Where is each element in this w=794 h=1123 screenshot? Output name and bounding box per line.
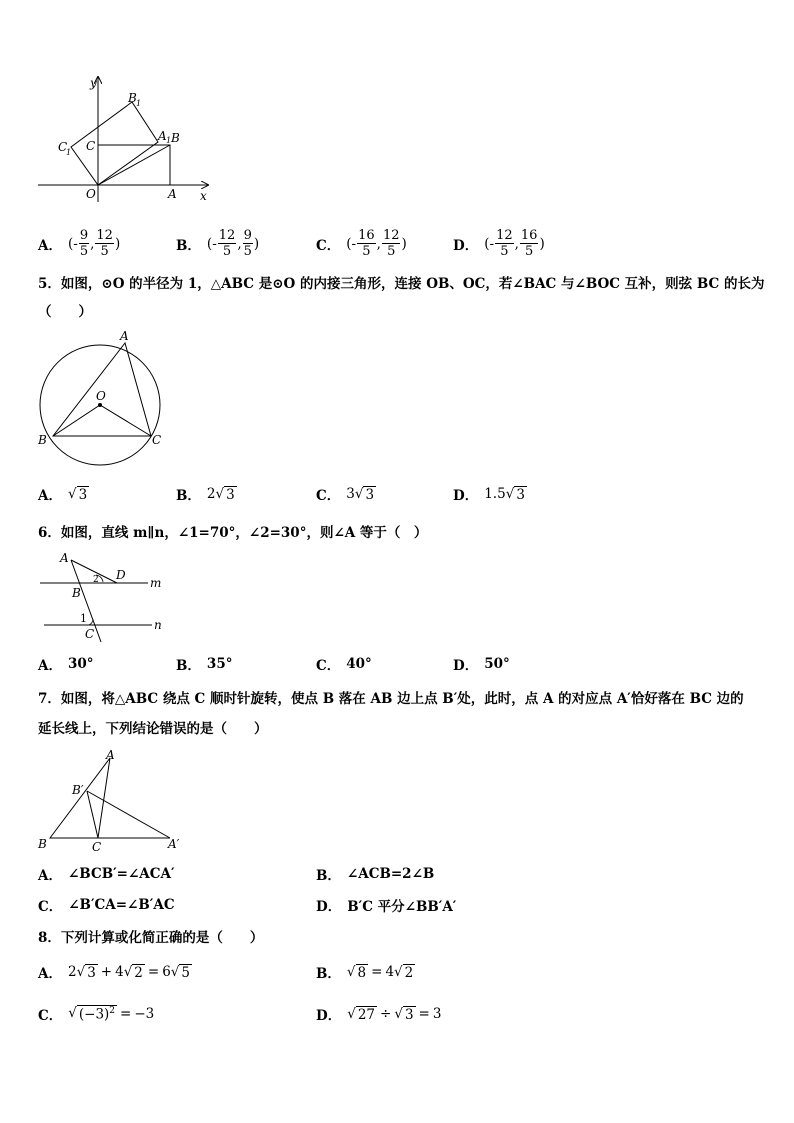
q8-option-b[interactable] <box>316 962 415 982</box>
option-letter: D． <box>316 1008 342 1024</box>
option-value: ∠BCB′=∠ACA′ <box>67 866 175 882</box>
paren-close: ) <box>253 235 260 252</box>
numerator: 16 <box>358 228 375 243</box>
radicand-base: (−3) <box>78 1006 110 1023</box>
line-n-label: n <box>154 618 162 632</box>
fraction <box>243 228 253 259</box>
point-b1-label: B <box>128 91 137 105</box>
separator: , <box>90 235 95 252</box>
angle-1-label: 1 <box>80 612 87 625</box>
option-letter: D． <box>453 488 479 504</box>
sqrt-icon: √ $(-3)^2$ <box>68 1005 116 1023</box>
separator: , <box>237 235 242 252</box>
q6-parallel-lines-figure <box>30 545 180 645</box>
angle-2-label: 2 <box>93 575 99 585</box>
point-a-label: A <box>106 748 115 762</box>
coefficient: 3 <box>346 486 355 502</box>
option-letter: D． <box>453 658 479 674</box>
radicand: 5 <box>181 964 190 981</box>
radicand: 8 <box>357 964 367 981</box>
option-letter: C． <box>38 899 63 915</box>
q6-question-text: 6．如图，直线 m∥n，∠1=70°，∠2=30°，则∠A 等于（ ） <box>38 525 428 541</box>
x-axis-label: x <box>200 189 207 203</box>
equals: = <box>418 1006 430 1022</box>
option-letter: A． <box>38 488 62 504</box>
paren-close: ) <box>539 235 545 252</box>
point-b-label: B <box>38 433 47 447</box>
option-letter: B． <box>176 237 201 254</box>
option-value: ∠ACB=2∠B <box>346 866 435 882</box>
equals: = <box>371 964 383 980</box>
q6-option-d[interactable] <box>453 654 510 674</box>
option-letter: C． <box>38 1008 63 1024</box>
numerator: 12 <box>218 228 236 243</box>
point-a-label: A <box>168 187 177 201</box>
exponent: 2 <box>109 1006 116 1017</box>
radicand: 27 <box>357 1006 376 1023</box>
q4-option-c[interactable] <box>316 228 407 259</box>
coefficient: 1.5 <box>484 486 506 502</box>
point-d-label: D <box>116 568 126 582</box>
origin-label: O <box>86 187 96 201</box>
sqrt-icon: √ 3 <box>76 963 96 981</box>
option-value: 30° <box>67 656 94 672</box>
option-letter: B． <box>176 658 201 674</box>
operator: + <box>100 964 113 980</box>
center-o-label: O <box>96 389 106 403</box>
y-axis-label: y <box>90 76 97 90</box>
radicand: 3 <box>516 486 525 503</box>
sqrt-icon: √ 8 <box>346 963 367 981</box>
q5-option-c[interactable] <box>316 484 376 504</box>
q5-option-a[interactable] <box>38 484 89 504</box>
point-c-label: C <box>86 139 96 153</box>
sqrt-icon: √ 2 <box>394 963 414 981</box>
q8-option-c[interactable] <box>38 1004 154 1024</box>
point-c1-subscript: 1 <box>66 148 72 157</box>
denominator: 5 <box>525 244 534 259</box>
denominator: 5 <box>387 244 396 259</box>
operator: ÷ <box>380 1006 392 1022</box>
q8-option-a[interactable] <box>38 962 192 982</box>
sqrt-icon: √ 3 <box>505 485 525 503</box>
fraction <box>382 228 401 259</box>
sqrt-icon: √ 3 <box>215 485 235 503</box>
fraction <box>218 228 237 259</box>
option-value: 50° <box>484 656 510 672</box>
coefficient: 2 <box>67 964 77 980</box>
line-m-label: m <box>150 576 162 590</box>
point-a-prime-label: A′ <box>168 837 180 851</box>
separator: , <box>376 235 381 252</box>
coefficient: 4 <box>115 964 124 980</box>
equals: = <box>120 1006 132 1022</box>
q7-option-c[interactable] <box>38 895 175 915</box>
point-a1-label: A <box>158 129 167 143</box>
sqrt-icon: √ 3 <box>67 485 88 503</box>
option-letter: A． <box>38 237 62 254</box>
point-a1-subscript: 1 <box>166 136 172 145</box>
radicand: 2 <box>404 964 414 981</box>
numerator: 16 <box>520 228 538 243</box>
paren-open: (- <box>484 235 495 252</box>
q7-question-line2: 延长线上，下列结论错误的是（ ） <box>38 721 268 737</box>
q7-option-a[interactable] <box>38 864 175 884</box>
q4-option-a[interactable] <box>38 228 120 259</box>
fraction <box>95 228 114 259</box>
numerator: 12 <box>382 228 400 243</box>
paren-close: ) <box>401 235 407 252</box>
point-a-label: A <box>60 551 69 565</box>
sqrt-icon: √ 2 <box>123 963 143 981</box>
numerator: 9 <box>243 228 252 243</box>
q8-option-d[interactable] <box>316 1004 441 1024</box>
point-b-prime-label: B′ <box>72 783 84 797</box>
denominator: 5 <box>100 244 109 259</box>
radicand: 3 <box>78 486 88 503</box>
q5-option-b[interactable] <box>176 484 237 504</box>
denominator: 5 <box>500 244 509 259</box>
paren-close: ) <box>114 235 121 252</box>
radicand: 2 <box>134 964 143 981</box>
option-letter: C． <box>316 488 341 504</box>
sqrt-icon: √ 5 <box>170 963 190 981</box>
fraction <box>520 228 539 259</box>
q7-option-b[interactable] <box>316 864 434 884</box>
fraction <box>495 228 514 259</box>
point-b-label: B <box>72 586 81 600</box>
q7-rotation-figure <box>30 748 190 858</box>
point-b-label: B <box>171 131 180 145</box>
coefficient: 4 <box>385 964 395 980</box>
option-value: B′C 平分∠BB′A′ <box>347 899 457 915</box>
sqrt-icon: √ 3 <box>354 485 375 503</box>
q7-question-text: 7．如图，将△ABC 绕点 C 顺时针旋转，使点 B 落在 AB 边上点 B′处，此时，点 A 的对应点 A′恰好落在 BC 边的 <box>38 691 744 707</box>
point-b1-subscript: 1 <box>136 99 142 108</box>
sqrt-icon: √ 27 <box>347 1005 376 1023</box>
paren-open: (- <box>206 235 217 252</box>
q6-option-c[interactable] <box>316 654 372 674</box>
option-letter: B． <box>316 966 341 982</box>
radicand: 3 <box>404 1006 414 1023</box>
sqrt-icon: √ 3 <box>394 1005 414 1023</box>
denominator: 5 <box>362 244 371 259</box>
denominator: 5 <box>243 244 252 259</box>
option-value: ∠B′CA=∠B′AC <box>68 897 175 913</box>
q5-question-text: 5．如图，⊙O 的半径为 1，△ABC 是⊙O 的内接三角形，连接 OB、OC，若∠BAC 与∠BOC 互补，则弦 BC 的长为 <box>38 276 765 292</box>
numerator: 9 <box>79 228 89 243</box>
option-letter: B． <box>176 488 201 504</box>
q5-circle-figure <box>30 325 180 475</box>
point-c-label: C <box>152 433 162 447</box>
denominator: 5 <box>222 244 232 259</box>
option-letter: B． <box>316 868 341 884</box>
result: 3 <box>432 1006 442 1022</box>
point-b-label: B <box>38 837 47 851</box>
option-letter: A． <box>38 966 62 982</box>
radicand: 3 <box>226 486 235 503</box>
q4-option-d[interactable] <box>453 228 545 259</box>
point-c-label: C <box>92 840 102 854</box>
separator: , <box>514 235 519 252</box>
paren-open: (- <box>346 235 357 252</box>
point-c1-label: C <box>58 140 68 154</box>
q4-option-b[interactable] <box>176 228 259 259</box>
q6-option-a[interactable] <box>38 654 94 674</box>
point-a-label: A <box>120 329 129 343</box>
point-c-label: C <box>85 627 95 641</box>
option-letter: C． <box>316 658 341 674</box>
option-letter: C． <box>316 237 341 254</box>
option-value: 40° <box>346 656 372 672</box>
q6-option-b[interactable] <box>176 654 232 674</box>
coefficient: 2 <box>206 486 216 502</box>
equals: = <box>147 964 160 980</box>
numerator: 12 <box>496 228 513 243</box>
radicand: 3 <box>365 486 375 503</box>
option-letter: D． <box>453 237 479 254</box>
q8-question-text: 8．下列计算或化简正确的是（ ） <box>38 930 264 946</box>
option-letter: A． <box>38 868 62 884</box>
radicand: 3 <box>87 964 96 981</box>
paren-open: (- <box>67 235 78 252</box>
q5-option-d[interactable] <box>453 484 527 504</box>
option-letter: D． <box>316 899 342 915</box>
numerator: 12 <box>96 228 113 243</box>
fraction <box>79 228 89 259</box>
q5-question-paren: （ ） <box>38 304 92 320</box>
option-letter: A． <box>38 658 62 674</box>
radicand <box>77 1005 117 1023</box>
option-value: 35° <box>206 656 233 672</box>
q7-option-d[interactable] <box>316 895 456 915</box>
q4-coordinate-figure <box>30 72 220 207</box>
result: −3 <box>134 1006 155 1022</box>
fraction <box>357 228 376 259</box>
denominator: 5 <box>79 244 89 259</box>
coefficient: 6 <box>162 964 171 980</box>
